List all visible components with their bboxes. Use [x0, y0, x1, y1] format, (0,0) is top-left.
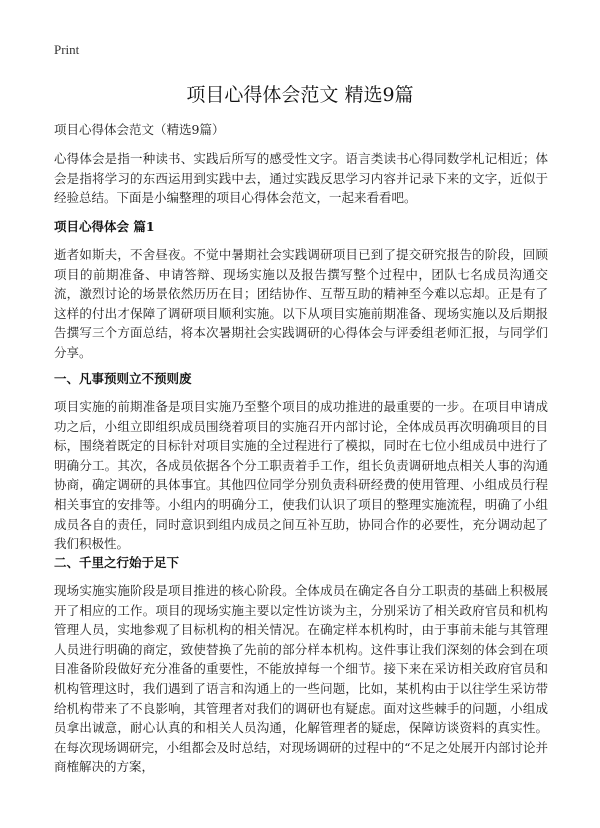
section1-paragraph: 项目实施的前期准备是项目实施乃至整个项目的成功推进的最重要的一步。在项目申请成功之后，小组立即组织成员围绕着项目的实施召开内部讨论，全体成员再次明确项目的目标，围绕着既定的目标针对项目实施的全过程进行了模拟，同时在七位小组成员中进行了明确分工。其次，各成员依据各个分工职责着手工作，组长负责调研地点相关人事的沟通协商，确定调研的具体事宜。其他四位同学分别负责科研经费的使用管理、小组成员行程相关事宜的安排等。小组内的明确分工，使我们认识了项目的整理实施流程，明确了小组成员各自的责任，同时意识到组内成员之间互补互助，协同合作的必要性，充分调动起了我们积极性。: [54, 399, 548, 552]
intro-paragraph: 心得体会是指一种读书、实践后所写的感受性文字。语言类读书心得同数学札记相近；体会是指将学习的东西运用到实践中去，通过实践反思学习内容并记录下来的文字，近似于经验总结。下面是小编整理的项目心得体会范文，一起来看看吧。: [54, 151, 548, 206]
print-label[interactable]: Print: [54, 42, 80, 57]
section1-heading: 一、凡事预则立不预则废: [54, 371, 192, 386]
section2-paragraph: 现场实施实施阶段是项目推进的核心阶段。全体成员在确定各自分工职责的基础上积极展开了相应的工作。项目的现场实施主要以定性访谈为主，分别采访了相关政府官员和机构管理人员，实地参观了目标机构的相关情况。在确定样本机构时，由于事前未能与其管理人员进行明确的商定，致使替换了先前的部分样本机构。这件事让我们深刻的体会到在项目准备阶段做好充分准备的重要性，不能放掉每一个细节。接下来在采访相关政府官员和机构管理这时，我们遇到了语言和沟通上的一些问题，比如，某机构由于以往学生采访带给机构带来了不良影响，其管理者对我们的调研也有疑虑。面对这些棘手的问题，小组成员拿出诚意，耐心认真的和相关人员沟通，化解管理者的疑虑，保障访谈资料的真实性。在每次现场调研完，小组都会及时总结，对现场调研的过程中的“不足之处展开内部讨论并商榷解决的方案，: [54, 583, 548, 775]
section2-heading: 二、千里之行始于足下: [54, 555, 180, 570]
document-title: 项目心得体会范文 精选9篇: [186, 84, 414, 106]
document-subtitle: 项目心得体会范文（精选9篇）: [54, 122, 225, 137]
article1-paragraph: 逝者如斯夫，不舍昼夜。不觉中暑期社会实践调研项目已到了提交研究报告的阶段，回顾项目的前期准备、申请答辩、现场实施以及报告撰写整个过程中，团队七名成员沟通交流，激烈讨论的场景依然历历在目；团结协作、互帮互助的精神至今难以忘却。正是有了这样的付出才保障了调研项目顺利实施。以下从项目实施前期准备、现场实施以及后期报告撰写三个方面总结，将本次暑期社会实践调研的心得体会与评委组老师汇报，与同学们分享。: [54, 247, 548, 360]
article1-heading: 项目心得体会 篇1: [54, 219, 155, 234]
